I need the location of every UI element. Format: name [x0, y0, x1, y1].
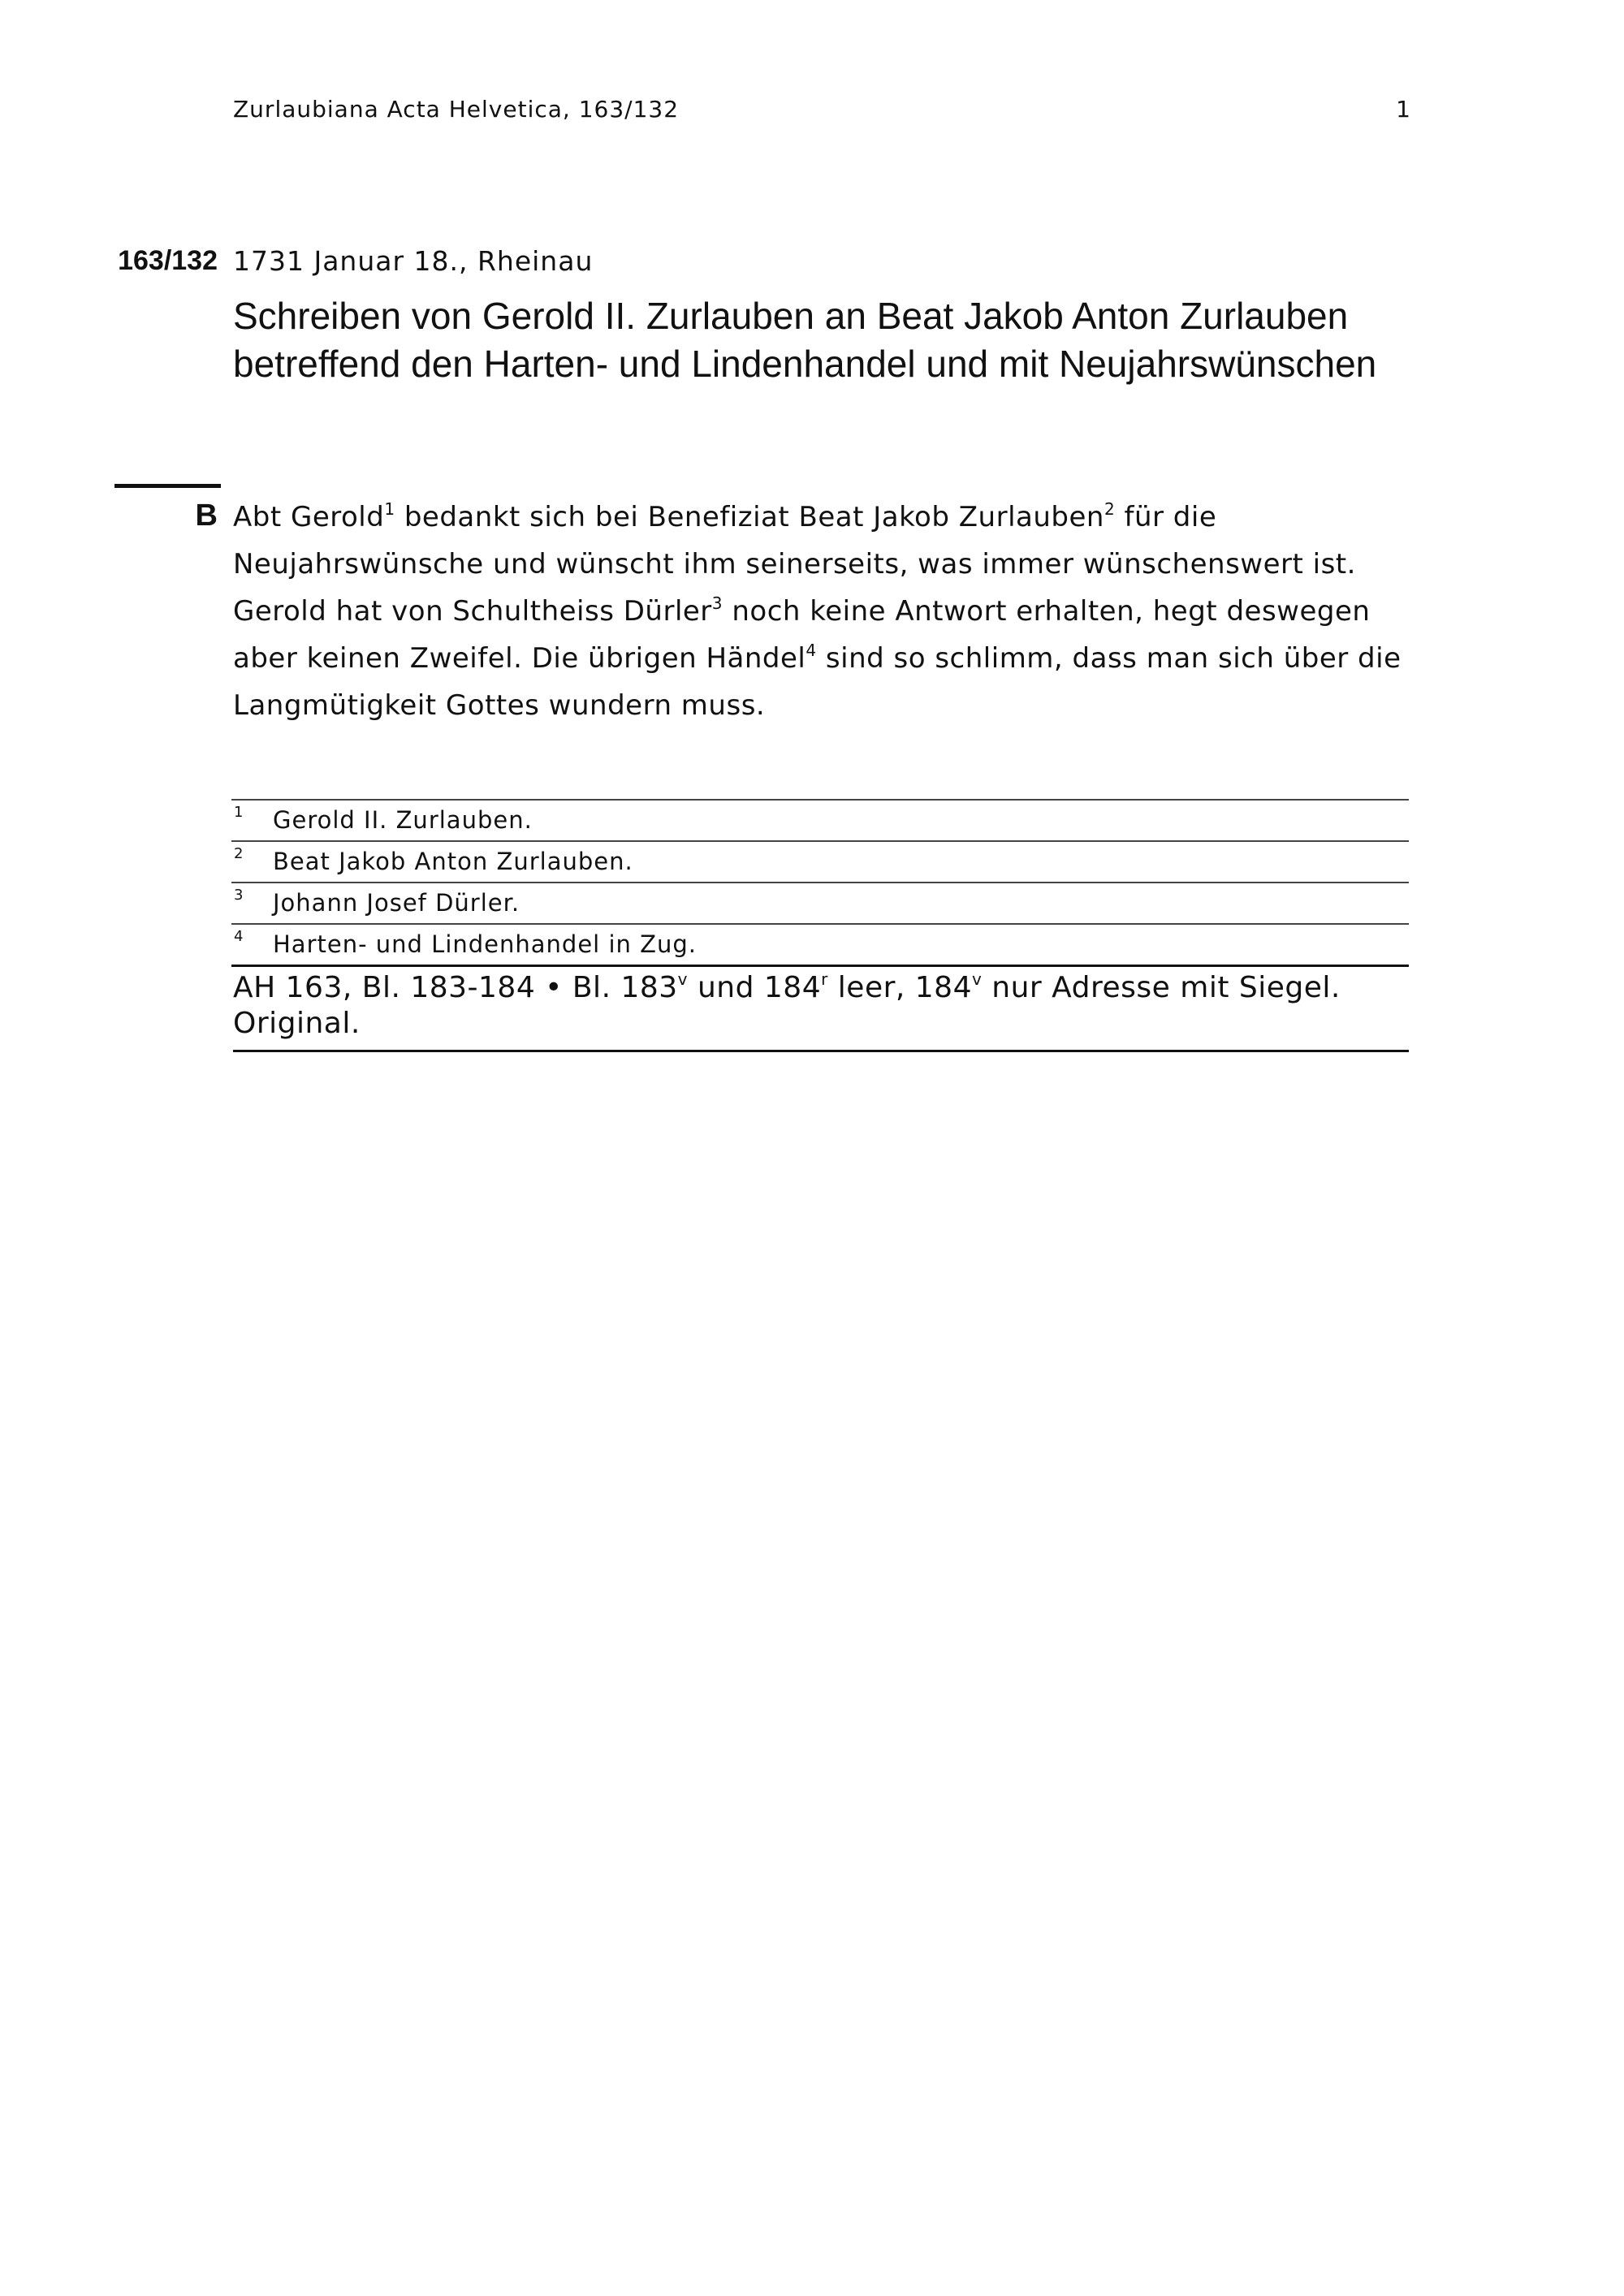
section-divider [114, 484, 221, 488]
footnote-reference: 2 [1104, 499, 1116, 519]
text-segment: und 184 [688, 971, 822, 1004]
summary-text [233, 494, 1419, 729]
footnote-mark: 1 [234, 804, 244, 821]
summary-marker: B [195, 498, 218, 533]
footnote-text: Beat Jakob Anton Zurlauben. [273, 848, 633, 875]
footnote-mark: 4 [234, 928, 244, 945]
footnote-reference: 3 [711, 593, 723, 613]
text-segment: leer, 184 [827, 971, 972, 1004]
page-header [233, 96, 1410, 128]
text-segment: AH 163, Bl. 183-184 • Bl. 183 [233, 971, 678, 1004]
footnote-text: Johann Josef Dürler. [273, 889, 520, 917]
document-title: Schreiben von Gerold II. Zurlauben an Beat Jakob Anton Zurlauben betreffend den Harten- und Lindenhandel und mit Neujahrswünschen [233, 295, 1377, 385]
text-segment: sind so schlimm, dass man sich über die Langmütigkeit Gottes wundern muss. [233, 642, 1402, 722]
footnote [231, 923, 1409, 967]
footnote [231, 882, 1409, 923]
source-note [233, 970, 1409, 1052]
document-date-place: 1731 Januar 18., Rheinau [233, 245, 594, 277]
footnote-reference: v [972, 969, 983, 989]
footnote [231, 840, 1409, 882]
text-segment: Abt Gerold [233, 501, 385, 533]
text-segment: nur Adresse mit Siegel. Original. [233, 971, 1341, 1040]
footnote-reference: r [821, 969, 828, 989]
footnote [231, 799, 1409, 840]
footnote-mark: 3 [234, 887, 244, 904]
footnote-reference: 4 [806, 641, 817, 660]
footnote-reference: 1 [384, 499, 395, 519]
footnote-text: Gerold II. Zurlauben. [273, 806, 533, 834]
page-number: 1 [1396, 96, 1410, 123]
text-segment: für die Neujahrswünsche und wünscht ihm seinerseits, was immer wünschenswert ist. Gerold hat von Schultheiss Dürler [233, 501, 1356, 628]
footnote-reference: v [677, 969, 689, 989]
running-title: Zurlaubiana Acta Helvetica, 163/132 [233, 96, 680, 123]
text-segment: noch keine Antwort erhalten, hegt deswegen aber keinen Zweifel. Die übrigen Händel [233, 595, 1371, 675]
text-segment: bedankt sich bei Benefiziat Beat Jakob Zurlauben [395, 501, 1104, 533]
footnote-mark: 2 [234, 845, 244, 862]
document-number: 163/132 [118, 245, 218, 276]
footnote-text: Harten- und Lindenhandel in Zug. [273, 930, 697, 958]
footnotes [231, 799, 1409, 967]
